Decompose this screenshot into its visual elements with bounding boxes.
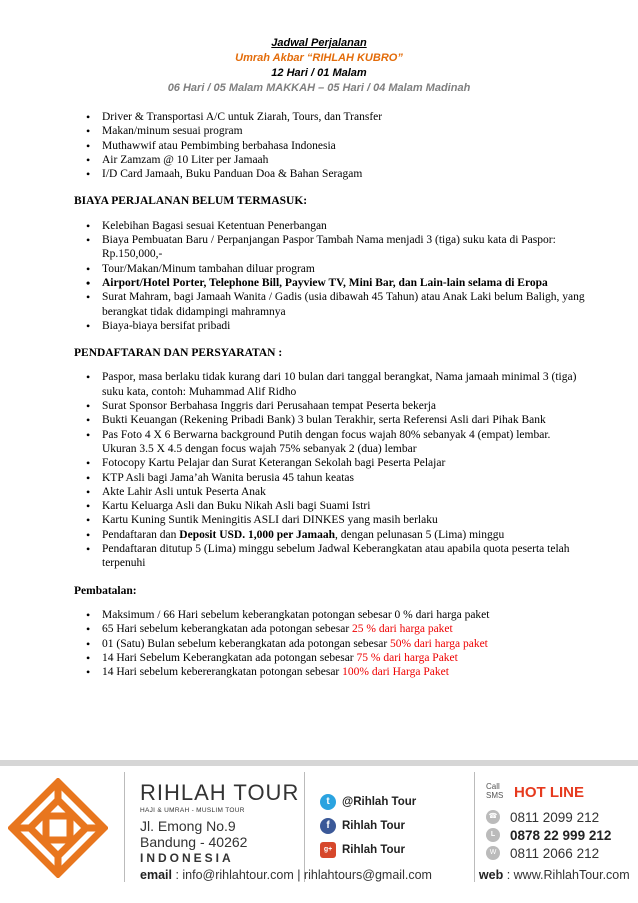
cancel-text: 14 Hari Sebelum Keberangkatan ada potongan sebesar xyxy=(102,651,357,664)
list-item xyxy=(76,622,586,636)
list-item: • Driver & Transportasi A/C untuk Ziarah, Tours, dan Transfer xyxy=(76,110,586,124)
list-item: • Kartu Kuning Suntik Meningitis ASLI dari DINKES yang masih berlaku xyxy=(76,513,586,527)
list-item: • Biaya-biaya bersifat pribadi xyxy=(76,319,586,333)
excludes-heading: BIAYA PERJALANAN BELUM TERMASUK: xyxy=(74,195,308,208)
excludes-list xyxy=(76,219,586,333)
cancellation-list xyxy=(76,608,586,679)
registration-list xyxy=(76,370,586,570)
phone-number: 0811 2099 212 xyxy=(510,809,600,825)
googleplus-icon: g+ xyxy=(320,842,336,858)
footer-divider-line xyxy=(304,772,305,882)
twitter-icon: t xyxy=(320,794,336,810)
list-item: • Muthawwif atau Pembimbing berbahasa Indonesia xyxy=(76,139,586,153)
package-duration: 12 Hari / 01 Malam xyxy=(271,67,367,79)
list-item: • Bukti Keuangan (Rekening Pribadi Bank) 3 bulan Terakhir, serta Referensi Asli dari Pihak Bank xyxy=(76,413,586,427)
wechat-icon: W xyxy=(486,846,500,860)
cancel-penalty: 25 % dari harga paket xyxy=(352,623,453,636)
address-street: Jl. Emong No.9 xyxy=(140,818,236,834)
cancel-text: 14 Hari sebelum kebererangkatan potongan sebesar xyxy=(102,666,343,679)
googleplus-handle: Rihlah Tour xyxy=(342,844,406,856)
list-item xyxy=(76,651,586,665)
cancel-text: Maksimum / 66 Hari sebelum keberangkatan potongan sebesar 0 % dari harga paket xyxy=(102,608,490,621)
company-footer xyxy=(0,760,638,903)
list-item: • Surat Mahram, bagi Jamaah Wanita / Gadis (usia dibawah 45 Tahun) atau Anak Laki belum Baligh, yang berangkat tidak didampingi mahramnya xyxy=(76,290,586,319)
rihlah-logo-icon xyxy=(8,778,108,878)
address-city: Bandung - 40262 xyxy=(140,834,248,850)
deposit-amount: Deposit USD. 1,000 per Jamaah xyxy=(179,528,335,541)
social-links xyxy=(320,790,416,862)
list-item: • Paspor, masa berlaku tidak kurang dari 10 bulan dari tanggal berangkat, Nama jamaah minimal 3 (tiga) suku kata, contoh: Muhammad Alif Ridho xyxy=(76,370,586,399)
list-item: • Airport/Hotel Porter, Telephone Bill, Payview TV, Mini Bar, dan Lain-lain selama di Eropa xyxy=(76,276,586,290)
cancel-text: 01 (Satu) Bulan sebelum keberangkatan ada potongan sebesar xyxy=(102,637,391,650)
list-item: • Makan/minum sesuai program xyxy=(76,124,586,138)
email-label: email xyxy=(140,868,172,882)
list-item: • Biaya Pembuatan Baru / Perpanjangan Paspor Tambah Nama menjadi 3 (tiga) suku kata di Paspor: Rp.150,000,- xyxy=(76,233,586,262)
list-item: • Kartu Keluarga Asli dan Buku Nikah Asli bagi Suami Istri xyxy=(76,499,586,513)
list-item: • KTP Asli bagi Jama’ah Wanita berusia 45 tahun keatas xyxy=(76,471,586,485)
facebook-link[interactable] xyxy=(320,814,416,838)
list-item: • Akte Lahir Asli untuk Peserta Anak xyxy=(76,485,586,499)
document-title: Jadwal Perjalanan xyxy=(271,37,367,49)
cancel-penalty: 75 % dari harga Paket xyxy=(356,651,458,664)
list-item: • Kelebihan Bagasi sesuai Ketentuan Penerbangan xyxy=(76,219,586,233)
call-sms-label: Call SMS xyxy=(486,782,504,800)
cancel-penalty: 50% dari harga paket xyxy=(390,637,488,650)
facebook-handle: Rihlah Tour xyxy=(342,820,406,832)
email-addresses[interactable]: : info@rihlahtour.com | rihlahtours@gmail.com xyxy=(171,868,432,882)
document-header xyxy=(0,36,638,96)
brand-block xyxy=(140,780,299,814)
includes-list xyxy=(76,110,586,181)
package-route: 06 Hari / 05 Malam MAKKAH – 05 Hari / 04 Malam Madinah xyxy=(167,82,471,94)
list-item: • Surat Sponsor Berbahasa Inggris dari Perusahaan tempat Peserta bekerja xyxy=(76,399,586,413)
googleplus-link[interactable] xyxy=(320,838,416,862)
facebook-icon: f xyxy=(320,818,336,834)
deposit-pre: Pendaftaran dan xyxy=(102,528,180,541)
footer-divider-line xyxy=(124,772,125,882)
hotline-label: HOT LINE xyxy=(514,784,584,801)
twitter-handle: @Rihlah Tour xyxy=(342,796,417,808)
list-item: • Fotocopy Kartu Pelajar dan Surat Keterangan Sekolah bagi Peserta Pelajar xyxy=(76,456,586,470)
list-item xyxy=(76,665,586,679)
registration-heading: PENDAFTARAN DAN PERSYARATAN : xyxy=(74,347,283,360)
phone-number: 0811 2066 212 xyxy=(510,845,600,861)
deposit-post: , dengan pelunasan 5 (Lima) minggu xyxy=(334,528,505,541)
footer-divider xyxy=(0,760,638,766)
web-address[interactable]: : www.RihlahTour.com xyxy=(503,868,630,882)
list-item: • Tour/Makan/Minum tambahan diluar program xyxy=(76,262,586,276)
cancel-penalty: 100% dari Harga Paket xyxy=(342,666,449,679)
cancel-text: 65 Hari sebelum keberangkatan ada potongan sebesar xyxy=(102,623,353,636)
brand-tagline: HAJI & UMRAH - MUSLIM TOUR xyxy=(140,807,245,814)
package-name: Umrah Akbar “RIHLAH KUBRO” xyxy=(235,52,403,64)
phone-row[interactable] xyxy=(486,844,638,862)
phone-icon: ☎ xyxy=(486,810,500,824)
list-item xyxy=(76,637,586,651)
address-country: INDONESIA xyxy=(140,851,234,865)
contact-line xyxy=(140,868,630,882)
phone-number: 0878 22 999 212 xyxy=(510,827,612,843)
phone-row[interactable] xyxy=(486,826,638,844)
document-body xyxy=(76,110,586,679)
list-item: • Air Zamzam @ 10 Liter per Jamaah xyxy=(76,153,586,167)
line-icon: L xyxy=(486,828,500,842)
list-item xyxy=(76,608,586,622)
cancellation-heading: Pembatalan: xyxy=(74,584,137,597)
list-item: • Pendaftaran ditutup 5 (Lima) minggu sebelum Jadwal Keberangkatan atau apabila quota peserta telah terpenuhi xyxy=(76,542,586,571)
list-item: • Pas Foto 4 X 6 Berwarna background Putih dengan focus wajah 80% sebanyak 4 (empat) lembar. Ukuran 3.5 X 4.5 dengan focus wajah 75% sebanyak 2 (dua) lembar xyxy=(76,428,586,457)
list-item-deposit xyxy=(76,528,586,542)
brand-name: RIHLAH TOUR xyxy=(140,780,300,805)
footer-divider-line xyxy=(474,772,475,882)
phone-list xyxy=(486,808,638,862)
twitter-link[interactable] xyxy=(320,790,416,814)
address-block xyxy=(140,818,247,866)
web-label: web xyxy=(478,868,504,882)
phone-row[interactable] xyxy=(486,808,638,826)
list-item: • I/D Card Jamaah, Buku Panduan Doa & Bahan Seragam xyxy=(76,167,586,181)
